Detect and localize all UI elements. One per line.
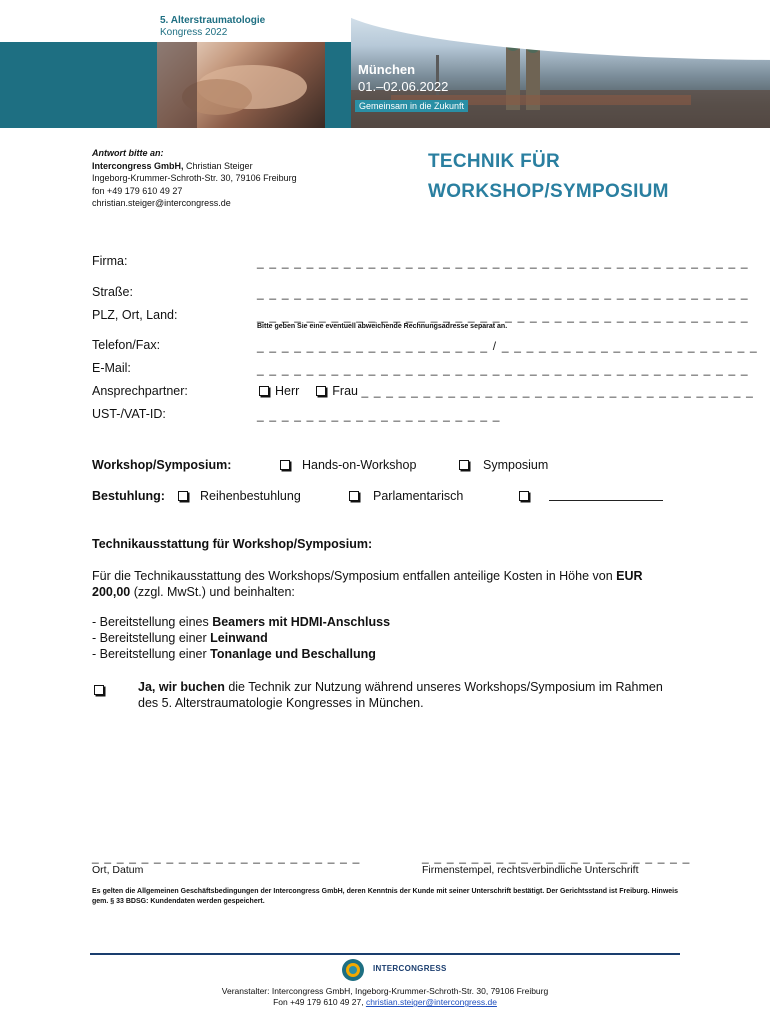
- frau-checkbox[interactable]: [316, 386, 326, 396]
- hands-on-checkbox[interactable]: [280, 460, 290, 470]
- list-item: - Bereitstellung einer Leinwand: [92, 631, 268, 645]
- seating-option-2: [349, 489, 463, 503]
- reihen-checkbox[interactable]: [178, 491, 188, 501]
- footer-rule: [90, 953, 680, 955]
- firma-field[interactable]: _ _ _ _ _ _ _ _ _ _ _ _ _ _ _ _ _ _ _ _ _ _ _ _ _ _ _ _ _ _ _ _ _ _ _ _ _ _ _ _: [257, 255, 749, 269]
- other-seating-field[interactable]: [549, 500, 663, 501]
- plz-field[interactable]: _ _ _ _ _ _ _ _ _ _ _ _ _ _ _ _ _ _ _ _ _ _ _ _ _ _ _ _ _ _ _ _ _ _ _ _ _ _ _ _: [257, 309, 749, 323]
- reihen-label: Reihenbestuhlung: [200, 489, 301, 503]
- firma-label: Firma:: [92, 254, 128, 268]
- hands-photo: [157, 42, 325, 128]
- salutation-row: [259, 384, 754, 398]
- telefon-label: Telefon/Fax:: [92, 338, 161, 352]
- brand-subtitle: Kongress 2022: [160, 27, 228, 38]
- list-item: - Bereitstellung einer Tonanlage und Beschallung: [92, 647, 376, 661]
- telefon-field[interactable]: _ _ _ _ _ _ _ _ _ _ _ _ _ _ _ _ _ _ _ / _ _ _ _ _ _ _ _ _ _ _ _ _ _ _ _ _ _ _ _ _: [257, 339, 758, 353]
- workshop-option-1: [280, 458, 416, 472]
- confirm-checkbox[interactable]: [94, 685, 104, 695]
- tech-intro: Für die Technikausstattung des Workshops/Symposium entfallen anteilige Kosten in Höhe von EUR 200,00 (zzgl. MwSt.) und beinhalten:: [92, 569, 643, 599]
- tech-items: [92, 614, 672, 662]
- footer-email-link[interactable]: christian.steiger@intercongress.de: [365, 997, 497, 1007]
- herr-label: Herr: [275, 384, 300, 398]
- brand-title: 5. Alterstraumatologie: [160, 15, 266, 26]
- confirm-text: Ja, wir buchen die Technik zur Nutzung während unseres Workshops/Symposium im Rahmen des 5. Alterstraumatologie Kongresses in München.: [138, 680, 663, 710]
- hands-on-label: Hands-on-Workshop: [302, 458, 417, 472]
- workshop-label: Workshop/Symposium:: [92, 458, 232, 472]
- confirm-checkbox-wrap: [94, 681, 110, 699]
- tagline-badge: Gemeinsam in die Zukunft: [355, 100, 468, 112]
- parlament-label: Parlamentarisch: [373, 489, 464, 503]
- email-field[interactable]: _ _ _ _ _ _ _ _ _ _ _ _ _ _ _ _ _ _ _ _ _ _ _ _ _ _ _ _ _ _ _ _ _ _ _ _ _ _ _ _: [257, 362, 749, 376]
- contact-phone: fon +49 179 610 49 27: [92, 185, 183, 196]
- page-title: TECHNIK FÜR WORKSHOP/SYMPOSIUM: [428, 151, 669, 202]
- seating-option-3: [519, 489, 535, 503]
- symposium-label: Symposium: [483, 458, 549, 472]
- ust-label: UST-/VAT-ID:: [92, 407, 166, 421]
- tech-heading: Technikausstattung für Workshop/Symposium:: [92, 537, 373, 551]
- city-name: München: [358, 62, 416, 77]
- list-item: - Bereitstellung eines Beamers mit HDMI-Anschluss: [92, 615, 391, 629]
- email-label: E-Mail:: [92, 361, 131, 375]
- billing-hint: Bitte geben Sie eine eventuell abweichende Rechnungsadresse separat an.: [257, 323, 508, 330]
- other-seating-checkbox[interactable]: [519, 491, 529, 501]
- contact-block: [92, 147, 392, 210]
- strasse-label: Straße:: [92, 285, 133, 299]
- symposium-checkbox[interactable]: [459, 460, 469, 470]
- workshop-option-2: [459, 458, 548, 472]
- ansprech-label: Ansprechpartner:: [92, 384, 188, 398]
- reply-label: Antwort bitte an:: [92, 148, 164, 158]
- date-label: Ort, Datum: [92, 864, 144, 876]
- footer-address: Veranstalter: Intercongress GmbH, Ingeborg-Krummer-Schroth-Str. 30, 79106 Freiburg: [221, 986, 549, 996]
- terms-text: Es gelten die Allgemeinen Geschäftsbedingungen der Intercongress GmbH, deren Kenntnis der Kunde mit seiner Unterschrift bestätigt. Der Gerichtsstand ist Freiburg. Hinweis gem. § 33 BDSG: Kundendaten werden gespeichert.: [92, 888, 678, 905]
- plz-label: PLZ, Ort, Land:: [92, 308, 178, 322]
- footer-contact: Fon +49 179 610 49 27, christian.steiger@intercongress.de: [273, 997, 497, 1007]
- parlament-checkbox[interactable]: [349, 491, 359, 501]
- ansprech-field[interactable]: _ _ _ _ _ _ _ _ _ _ _ _ _ _ _ _ _ _ _ _ _ _ _ _ _ _ _ _ _ _ _ _: [361, 384, 754, 398]
- ust-field[interactable]: _ _ _ _ _ _ _ _ _ _ _ _ _ _ _ _ _ _ _ _: [257, 408, 501, 422]
- contact-email: christian.steiger@intercongress.de: [92, 198, 231, 208]
- logo-text: INTERCONGRESS: [373, 964, 447, 973]
- frau-label: Frau: [332, 384, 358, 398]
- congress-dates: 01.–02.06.2022: [358, 79, 449, 94]
- contact-street: Ingeborg-Krummer-Schroth-Str. 30, 79106 Freiburg: [92, 173, 297, 183]
- seating-label: Bestuhlung:: [92, 489, 165, 503]
- intercongress-logo-icon: [341, 958, 365, 987]
- date-field[interactable]: _ _ _ _ _ _ _ _ _ _ _ _ _ _ _ _ _ _ _ _ _ _: [92, 850, 361, 864]
- strasse-field[interactable]: _ _ _ _ _ _ _ _ _ _ _ _ _ _ _ _ _ _ _ _ _ _ _ _ _ _ _ _ _ _ _ _ _ _ _ _ _ _ _ _: [257, 286, 749, 300]
- hands-graphic: [157, 42, 325, 128]
- seating-option-1: [178, 489, 301, 503]
- signature-field[interactable]: _ _ _ _ _ _ _ _ _ _ _ _ _ _ _ _ _ _ _ _ _ _: [422, 850, 691, 864]
- contact-name: Intercongress GmbH, Christian Steiger: [92, 160, 253, 171]
- signature-label: Firmenstempel, rechtsverbindliche Unterschrift: [422, 864, 639, 876]
- herr-checkbox[interactable]: [259, 386, 269, 396]
